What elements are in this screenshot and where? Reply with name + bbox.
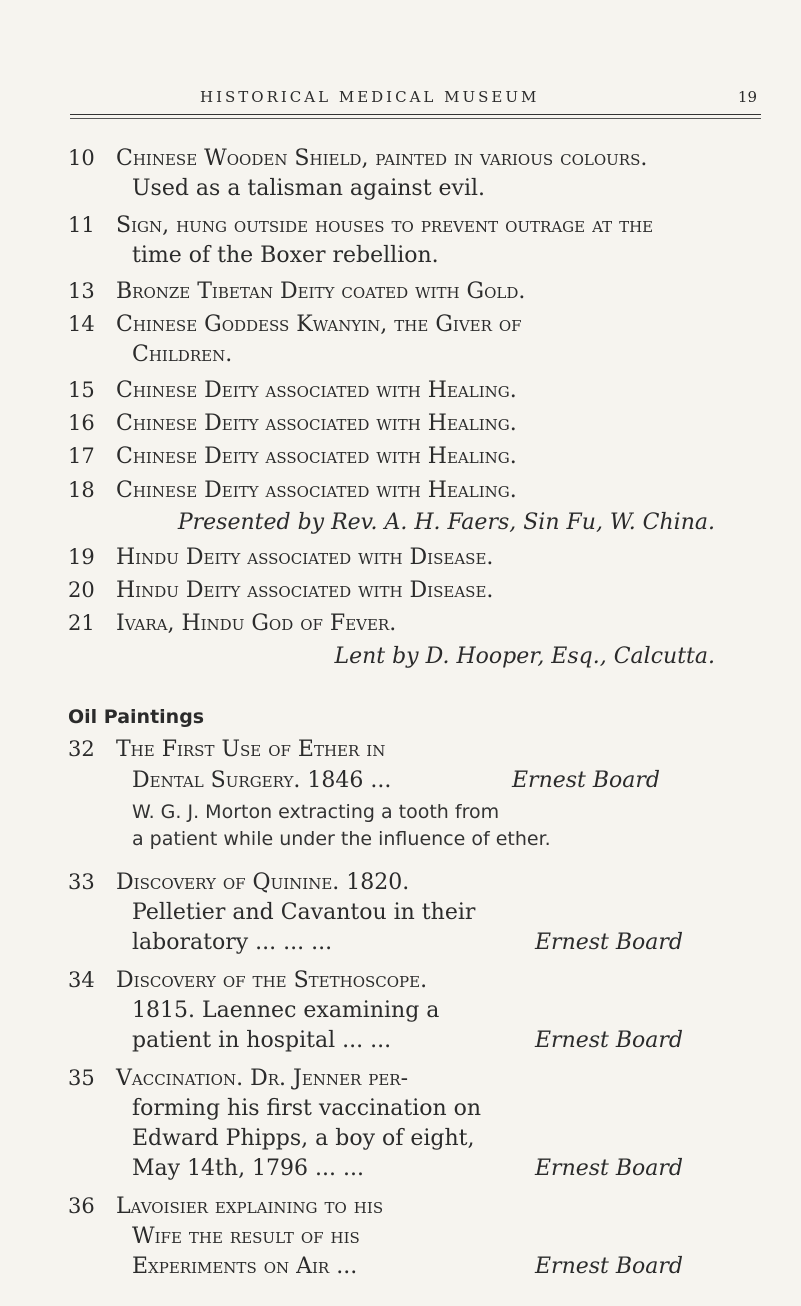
entry-title: Hindu Deity associated with Disease. [116, 578, 494, 603]
header-rule-thin [70, 118, 761, 119]
entry-title: Hindu Deity associated with Disease. [116, 545, 494, 570]
credit-text: Lent by D. Hooper, Esq., Calcutta. [334, 644, 715, 669]
painter-name: Ernest Board [535, 930, 684, 955]
entry-title: Chinese Deity associated with Healing. [116, 378, 517, 403]
header-title: HISTORICAL MEDICAL MUSEUM [200, 88, 540, 106]
painter-name: Ernest Board [535, 1156, 684, 1181]
header-rule [70, 114, 761, 115]
painting-title-cont: Dental Surgery. 1846 ... [132, 768, 392, 793]
entry-title: Bronze Tibetan Deity coated with Gold. [116, 279, 526, 304]
painting-title-cont: Experiments on Air ... [132, 1254, 358, 1279]
painting-title-cont: patient in hospital ... ... [132, 1028, 392, 1053]
painting-title-cont: Pelletier and Cavantou in their [132, 900, 476, 925]
painting-title-cont: laboratory ... ... ... [132, 930, 333, 955]
painting-title-cont: forming his first vaccination on [132, 1096, 482, 1121]
entry-number: 33 [68, 870, 95, 894]
entry-title: Ivara, Hindu God of Fever. [116, 611, 397, 636]
painting-description: W. G. J. Morton extracting a tooth from [132, 801, 500, 823]
painting-title-cont: 1815. Laennec examining a [132, 998, 440, 1023]
painting-title: The First Use of Ether in [116, 737, 386, 762]
entry-title: Chinese Deity associated with Healing. [116, 478, 517, 503]
entry-number: 13 [68, 279, 95, 303]
entry-title: Chinese Wooden Shield, painted in various colours. [116, 146, 648, 171]
entry-number: 15 [68, 378, 95, 402]
entry-number: 14 [68, 312, 95, 336]
entry-number: 32 [68, 737, 95, 761]
painting-title: Lavoisier explaining to his [116, 1194, 384, 1219]
entry-number: 10 [68, 146, 95, 170]
entry-title: Chinese Goddess Kwanyin, the Giver of [116, 312, 522, 337]
entry-number: 20 [68, 578, 95, 602]
painter-name: Ernest Board [535, 1028, 684, 1053]
entry-number: 16 [68, 411, 95, 435]
painting-title-cont: Wife the result of his [132, 1224, 360, 1249]
entry-number: 34 [68, 968, 95, 992]
entry-title: Chinese Deity associated with Healing. [116, 411, 517, 436]
painting-title: Discovery of Quinine. 1820. [116, 870, 410, 895]
entry-description: Used as a talisman against evil. [132, 176, 486, 201]
entry-number: 18 [68, 478, 95, 502]
page-number: 19 [737, 88, 757, 106]
painting-description: a patient while under the influence of ether. [132, 828, 551, 850]
entry-number: 11 [68, 213, 95, 237]
entry-number: 35 [68, 1066, 95, 1090]
painting-title-cont: May 14th, 1796 ... ... [132, 1156, 364, 1181]
painting-title: Discovery of the Stethoscope. [116, 968, 428, 993]
entry-title: Chinese Deity associated with Healing. [116, 444, 517, 469]
running-header [70, 88, 761, 112]
entry-number: 36 [68, 1194, 95, 1218]
entry-number: 21 [68, 611, 95, 635]
painting-title-cont: Edward Phipps, a boy of eight, [132, 1126, 475, 1151]
entry-title: Sign, hung outside houses to prevent outrage at the [116, 213, 654, 238]
section-heading: Oil Paintings [68, 706, 205, 728]
painting-title: Vaccination. Dr. Jenner per- [116, 1066, 409, 1091]
painter-name: Ernest Board [535, 1254, 684, 1279]
credit-text: Presented by Rev. A. H. Faers, Sin Fu, W. China. [177, 510, 715, 535]
entry-number: 17 [68, 444, 95, 468]
painter-name: Ernest Board [512, 768, 661, 793]
entry-description: time of the Boxer rebellion. [132, 243, 439, 268]
entry-number: 19 [68, 545, 95, 569]
entry-title-cont: Children. [132, 342, 233, 367]
